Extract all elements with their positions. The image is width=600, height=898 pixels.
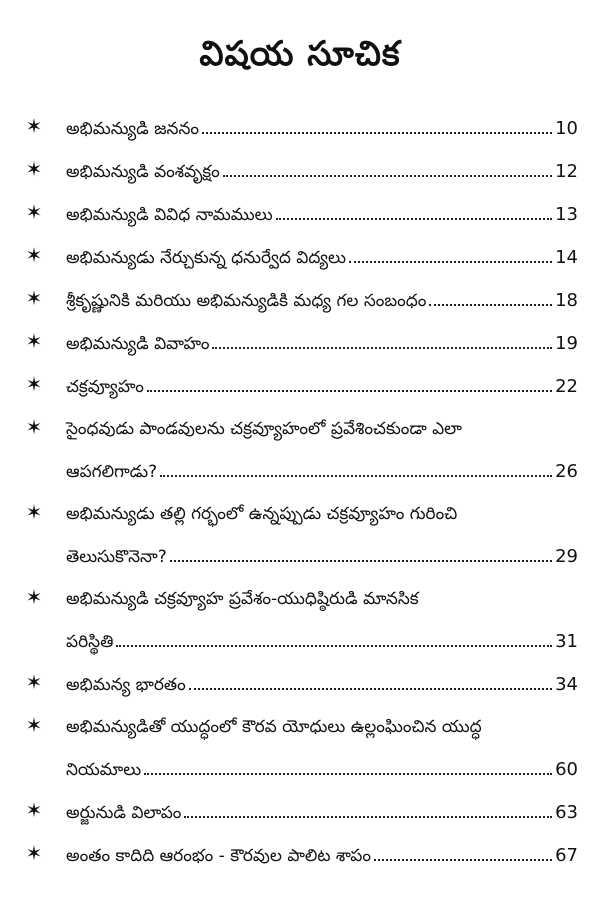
toc-entry-title-line2: నియమాలు [66, 760, 142, 780]
toc-page-number: 63 [555, 802, 578, 823]
star-bullet-icon: ✶ [25, 157, 43, 181]
toc-entry-title: అభిమన్య భారతం [66, 675, 186, 695]
toc-entry-title-line1: సైంధవుడు పాండవులను చక్రవ్యూహంలో ప్రవేశించకుండా ఎలా [66, 419, 462, 439]
dot-leader [147, 374, 552, 392]
dot-leader [223, 159, 552, 177]
toc-entry-title-line2: తెలుసుకొనెనా? [66, 547, 167, 567]
star-bullet-icon: ✶ [25, 114, 43, 138]
star-bullet-icon: ✶ [25, 585, 43, 609]
toc-entry [0, 196, 600, 239]
toc-line [66, 202, 578, 226]
toc-line [66, 288, 578, 312]
dot-leader [144, 757, 552, 775]
toc-line [66, 843, 578, 867]
toc-line [66, 544, 578, 568]
toc-entry [0, 709, 600, 794]
star-bullet-icon: ✶ [25, 329, 43, 353]
star-bullet-icon: ✶ [25, 670, 43, 694]
toc-entry [0, 666, 600, 709]
toc-entry-title: చక్రవ్యూహం [66, 377, 144, 397]
star-bullet-icon: ✶ [25, 713, 43, 737]
dot-leader [116, 629, 552, 647]
star-bullet-icon: ✶ [25, 372, 43, 396]
toc-line [66, 672, 578, 696]
toc-line [66, 159, 578, 183]
toc-page-number: 26 [555, 461, 578, 482]
toc-entry-title: అభిమన్యుడి వంశవృక్షం [66, 162, 220, 182]
toc-entry-title: శ్రీకృష్ణునికి మరియు అభిమన్యుడికి మధ్య గల సంబంధం [66, 291, 427, 311]
toc-entry [0, 239, 600, 282]
star-bullet-icon: ✶ [25, 798, 43, 822]
toc-page-number: 12 [555, 161, 578, 182]
toc-entry-title: అభిమన్యుడి వివిధ నామములు [66, 205, 273, 225]
dot-leader [184, 800, 552, 818]
dot-leader [429, 288, 552, 306]
toc-page-number: 34 [555, 674, 578, 695]
toc-entry-title: అంతం కాదిది ఆరంభం - కౌరవుల పాలిట శాపం [66, 846, 372, 866]
dot-leader [189, 672, 552, 690]
star-bullet-icon: ✶ [25, 415, 43, 439]
toc-page-number: 60 [555, 759, 578, 780]
toc-page-number: 14 [555, 247, 578, 268]
dot-leader [170, 544, 552, 562]
toc-entry [0, 837, 600, 880]
toc-page-number: 22 [555, 376, 578, 397]
toc-page-number: 19 [555, 333, 578, 354]
toc-page-number: 29 [555, 546, 578, 567]
toc-line [66, 331, 578, 355]
dot-leader [349, 245, 552, 263]
dot-leader [202, 116, 552, 134]
toc-entry [0, 496, 600, 581]
toc-entry [0, 368, 600, 411]
toc-page-number: 31 [555, 631, 578, 652]
toc-entry-title: అభిమన్యుడి వివాహం [66, 334, 210, 354]
toc-entry-title-line1: అభిమన్యుడి చక్రవ్యూహ ప్రవేశం-యుధిష్ఠిరుడి మానసిక [66, 589, 419, 609]
toc-entry-title: అభిమన్యుడి జననం [66, 119, 200, 139]
toc-entry [0, 411, 600, 496]
star-bullet-icon: ✶ [25, 500, 43, 524]
toc-entry [0, 794, 600, 837]
toc-entry [0, 581, 600, 666]
dot-leader [276, 202, 552, 220]
toc-entry-title: అభిమన్యుడు నేర్చుకున్న ధనుర్వేద విద్యలు [66, 248, 346, 268]
toc-entry [0, 325, 600, 368]
toc-line [66, 116, 578, 140]
star-bullet-icon: ✶ [25, 200, 43, 224]
toc-entry-title-line2: ఆపగలిగాడు? [66, 462, 158, 482]
toc-line [66, 629, 578, 653]
toc-entry-title-line1: అభిమన్యుడు తల్లి గర్భంలో ఉన్నప్పుడు చక్రవ్యూహం గురించి [66, 504, 458, 524]
toc-page-number: 10 [555, 118, 578, 139]
star-bullet-icon: ✶ [25, 243, 43, 267]
dot-leader [212, 331, 552, 349]
toc-page-number: 18 [555, 290, 578, 311]
star-bullet-icon: ✶ [25, 286, 43, 310]
toc-line [66, 757, 578, 781]
toc-entry-title: అర్జునుడి విలాపం [66, 803, 182, 823]
toc-line [66, 374, 578, 398]
toc-line [66, 800, 578, 824]
toc-entry-title-line2: పరిస్థితి [66, 632, 114, 652]
toc-entry [0, 110, 600, 153]
star-bullet-icon: ✶ [25, 841, 43, 865]
toc-entry-title-line1: అభిమన్యుడితో యుద్ధంలో కౌరవ యోధులు ఉల్లంఘించిన యుద్ధ [66, 717, 482, 737]
toc-entry [0, 153, 600, 196]
dot-leader [374, 843, 552, 861]
toc-page-number: 67 [555, 845, 578, 866]
toc-page-number: 13 [555, 204, 578, 225]
dot-leader [160, 459, 552, 477]
page-title: విషయ సూచిక [199, 34, 401, 74]
toc-line [66, 459, 578, 483]
toc-entry [0, 282, 600, 325]
toc-line [66, 245, 578, 269]
table-of-contents [0, 110, 600, 880]
